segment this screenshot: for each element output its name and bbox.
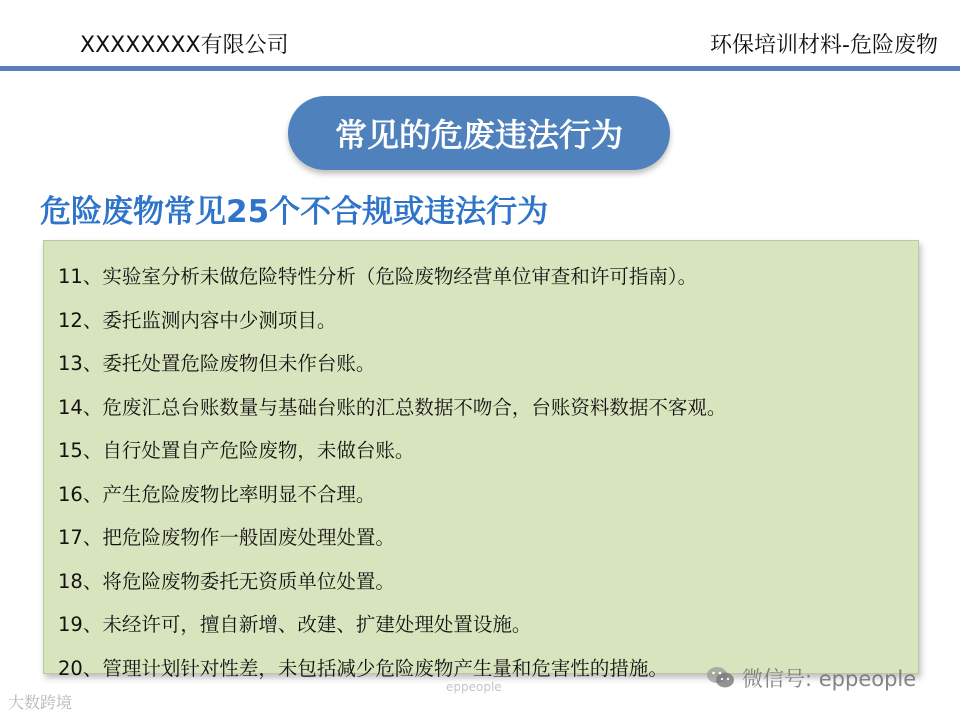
violation-list xyxy=(44,241,918,690)
list-item: 13、委托处置危险废物但未作台账。 xyxy=(58,352,376,375)
list-item: 20、管理计划针对性差，未包括减少危险废物产生量和危害性的措施。 xyxy=(58,656,668,680)
list-item: 17、把危险废物作一般固废处理处置。 xyxy=(58,526,395,549)
list-item: 12、委托监测内容中少测项目。 xyxy=(58,308,337,332)
watermark-right xyxy=(706,664,916,692)
subheading: 危险废物常见25个不合规或违法行为 xyxy=(40,194,549,230)
list-item: 15、自行处置自产危险废物，未做台账。 xyxy=(58,439,415,462)
section-title-pill xyxy=(288,96,670,170)
slide-header xyxy=(0,0,960,72)
company-name: XXXXXXXX有限公司 xyxy=(80,33,289,58)
section-title: 常见的危废违法行为 xyxy=(334,116,623,154)
header-divider xyxy=(0,66,960,71)
watermark-center: eppeople xyxy=(446,680,502,694)
list-item: 14、危废汇总台账数量与基础台账的汇总数据不吻合，台账资料数据不客观。 xyxy=(58,395,727,419)
document-title: 环保培训材料-危险废物 xyxy=(710,33,938,58)
list-item: 19、未经许可，擅自新增、改建、扩建处理处置设施。 xyxy=(58,613,532,636)
list-item: 16、产生危险废物比率明显不合理。 xyxy=(58,482,376,506)
watermark-left: 大数跨境 xyxy=(8,693,73,712)
list-item: 18、将危险废物委托无资质单位处置。 xyxy=(58,569,395,593)
watermark-right-text: 微信号: eppeople xyxy=(742,667,917,691)
wechat-icon xyxy=(706,665,736,691)
list-item: 11、实验室分析未做危险特性分析（危险废物经营单位审查和许可指南）。 xyxy=(58,265,698,288)
